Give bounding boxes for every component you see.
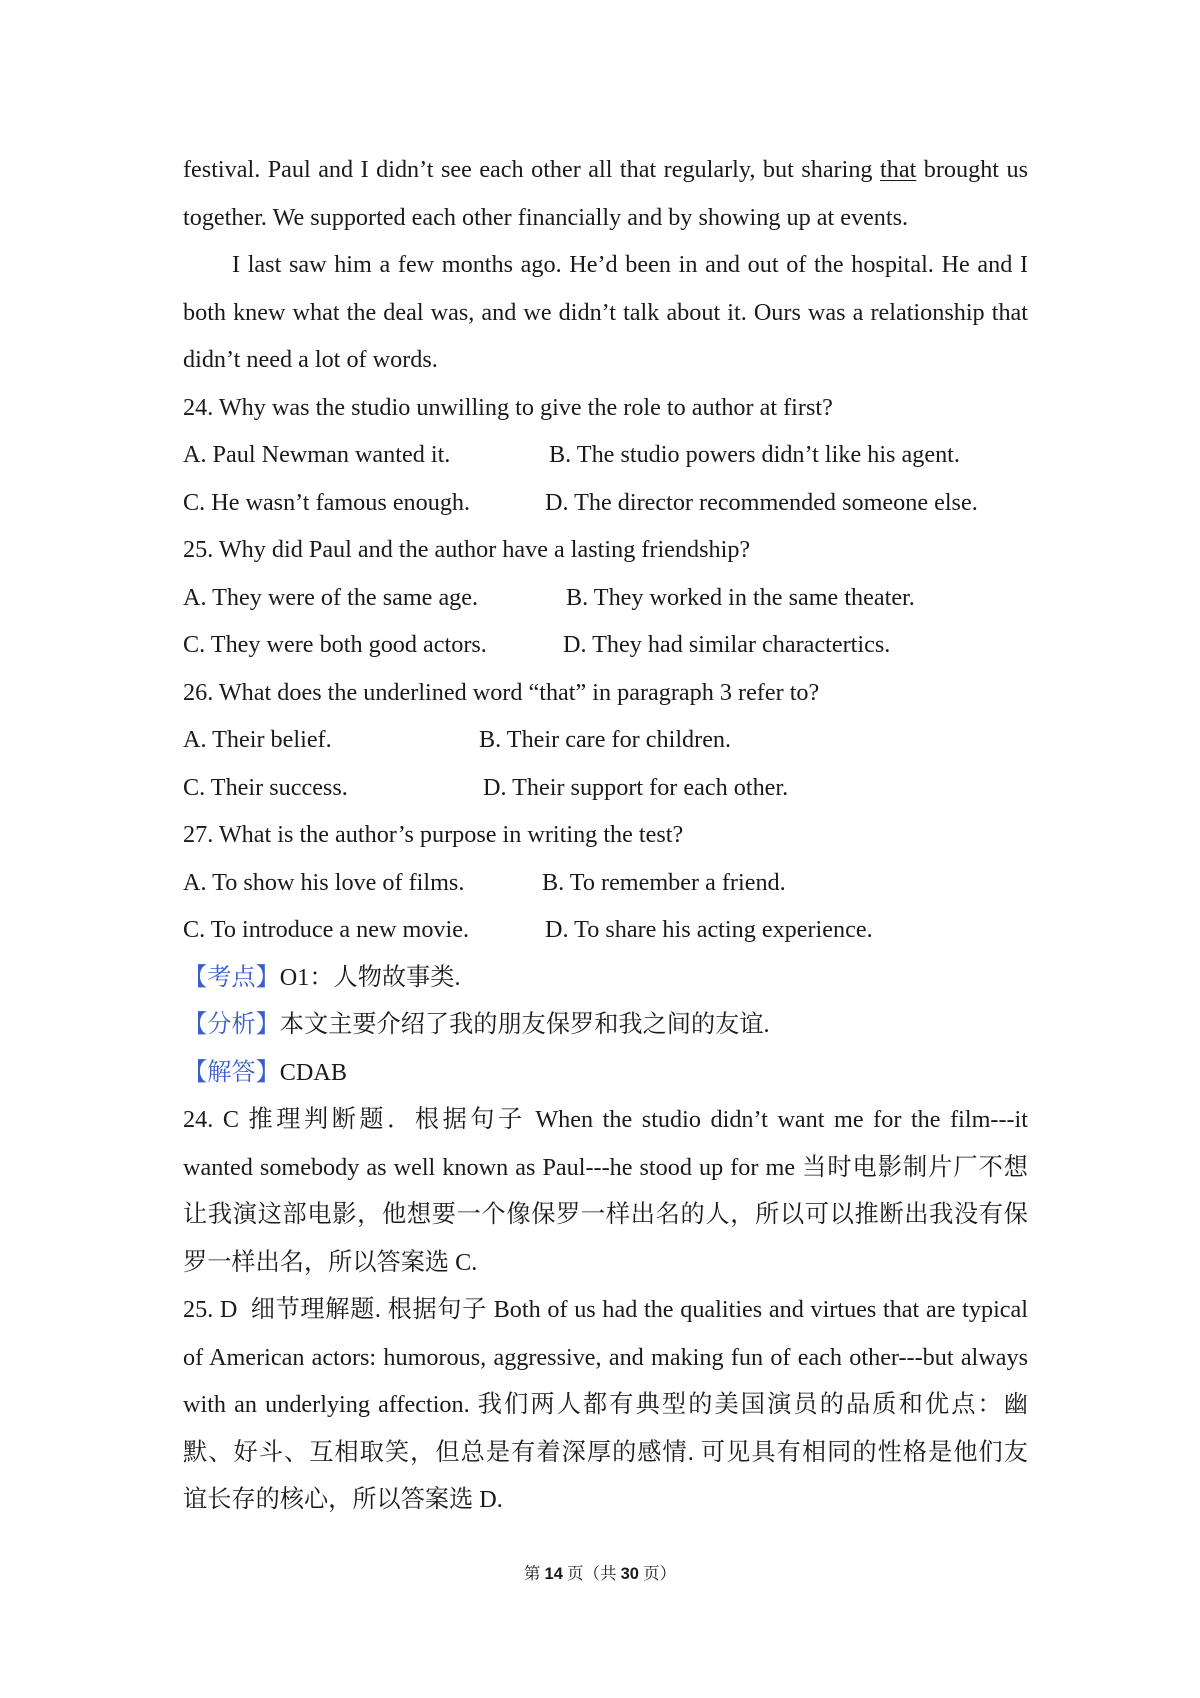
explanation-24-line: wanted somebody as well known as Paul---he stood up for me 当时电影制片厂不想	[183, 1153, 1028, 1181]
passage-line: both knew what the deal was, and we didn’t talk about it. Ours was a relationship that	[183, 298, 1028, 326]
total-pages: 30	[620, 1565, 639, 1583]
option-25-b: B. They worked in the same theater.	[566, 583, 915, 611]
question-24-options-row	[183, 479, 1028, 527]
jieda-row	[183, 1049, 1028, 1097]
option-26-b: B. Their care for children.	[479, 726, 732, 753]
kaodian-tag: 【考点】	[183, 963, 280, 991]
passage-line	[183, 146, 1028, 194]
page-content	[183, 146, 1028, 1524]
passage-text: brought us	[916, 156, 1029, 183]
option-27-b: B. To remember a friend.	[542, 868, 786, 896]
jieda-text: CDAB	[279, 1058, 347, 1086]
explanation-25-line: 25. D 细节理解题. 根据句子 Both of us had the qualities and virtues that are typical	[183, 1296, 1028, 1323]
fenxi-text: 本文主要介绍了我的朋友保罗和我之间的友谊.	[279, 1011, 770, 1038]
question-25-options-row	[183, 621, 1028, 669]
option-27-a: A. To show his love of films.	[183, 868, 465, 896]
question-26-options-row	[183, 716, 1028, 764]
option-25-c: C. They were both good actors.	[183, 631, 487, 658]
kaodian-row	[183, 954, 1028, 1002]
passage-line: didn’t need a lot of words.	[183, 346, 438, 373]
fenxi-row	[183, 1001, 1028, 1049]
question-27-options-row	[183, 859, 1028, 907]
question-26-options-row	[183, 764, 1028, 812]
question-25-stem: 25. Why did Paul and the author have a lasting friendship?	[183, 536, 751, 563]
passage-text: festival. Paul and I didn’t see each other all that regularly, but sharing	[183, 156, 881, 183]
explanation-24-line: 罗一样出名，所以答案选 C.	[183, 1248, 478, 1276]
question-27-stem: 27. What is the author’s purpose in writing the test?	[183, 821, 684, 848]
page-number: 14	[544, 1565, 563, 1583]
explanation-24-line: 让我演这部电影，他想要一个像保罗一样出名的人，所以可以推断出我没有保	[183, 1201, 1028, 1228]
option-26-d: D. Their support for each other.	[483, 773, 789, 801]
explanation-25-line: 默、好斗、互相取笑，但总是有着深厚的感情. 可见具有相同的性格是他们友	[183, 1438, 1028, 1466]
option-25-d: D. They had similar charactertics.	[563, 631, 891, 658]
question-24-options-row	[183, 431, 1028, 479]
option-26-a: A. Their belief.	[183, 726, 332, 753]
explanation-25-line: 谊长存的核心，所以答案选 D.	[183, 1486, 503, 1513]
option-26-c: C. Their success.	[183, 773, 348, 801]
question-26-stem: 26. What does the underlined word “that” in paragraph 3 refer to?	[183, 678, 820, 706]
footer-middle: 页（共	[562, 1564, 621, 1583]
option-24-d: D. The director recommended someone else.	[545, 488, 978, 516]
explanation-25-line: with an underlying affection. 我们两人都有典型的美国演员的品质和优点：幽	[183, 1391, 1028, 1418]
question-25-options-row	[183, 574, 1028, 622]
option-27-c: C. To introduce a new movie.	[183, 916, 470, 943]
footer-prefix: 第	[523, 1564, 545, 1583]
explanation-25-line: of American actors: humorous, aggressive, and making fun of each other---but always	[183, 1343, 1028, 1371]
passage-line: together. We supported each other financially and by showing up at events.	[183, 203, 909, 231]
question-27-options-row	[183, 906, 1028, 954]
passage-line: I last saw him a few months ago. He’d been in and out of the hospital. He and I	[232, 251, 1028, 278]
kaodian-text: O1：人物故事类.	[279, 963, 461, 991]
option-24-b: B. The studio powers didn’t like his agent.	[549, 441, 960, 468]
jieda-tag: 【解答】	[183, 1058, 280, 1086]
option-25-a: A. They were of the same age.	[183, 583, 479, 611]
explanation-24-line: 24. C 推理判断题．根据句子 When the studio didn’t want me for the film---it	[183, 1106, 1028, 1133]
option-27-d: D. To share his acting experience.	[545, 916, 873, 943]
question-24-stem: 24. Why was the studio unwilling to give the role to author at first?	[183, 393, 833, 421]
option-24-c: C. He wasn’t famous enough.	[183, 488, 471, 516]
footer-suffix: 页）	[638, 1564, 677, 1583]
page-footer	[0, 1560, 1200, 1588]
option-24-a: A. Paul Newman wanted it.	[183, 441, 451, 468]
underlined-word-that: that	[880, 156, 917, 183]
fenxi-tag: 【分析】	[183, 1011, 280, 1038]
